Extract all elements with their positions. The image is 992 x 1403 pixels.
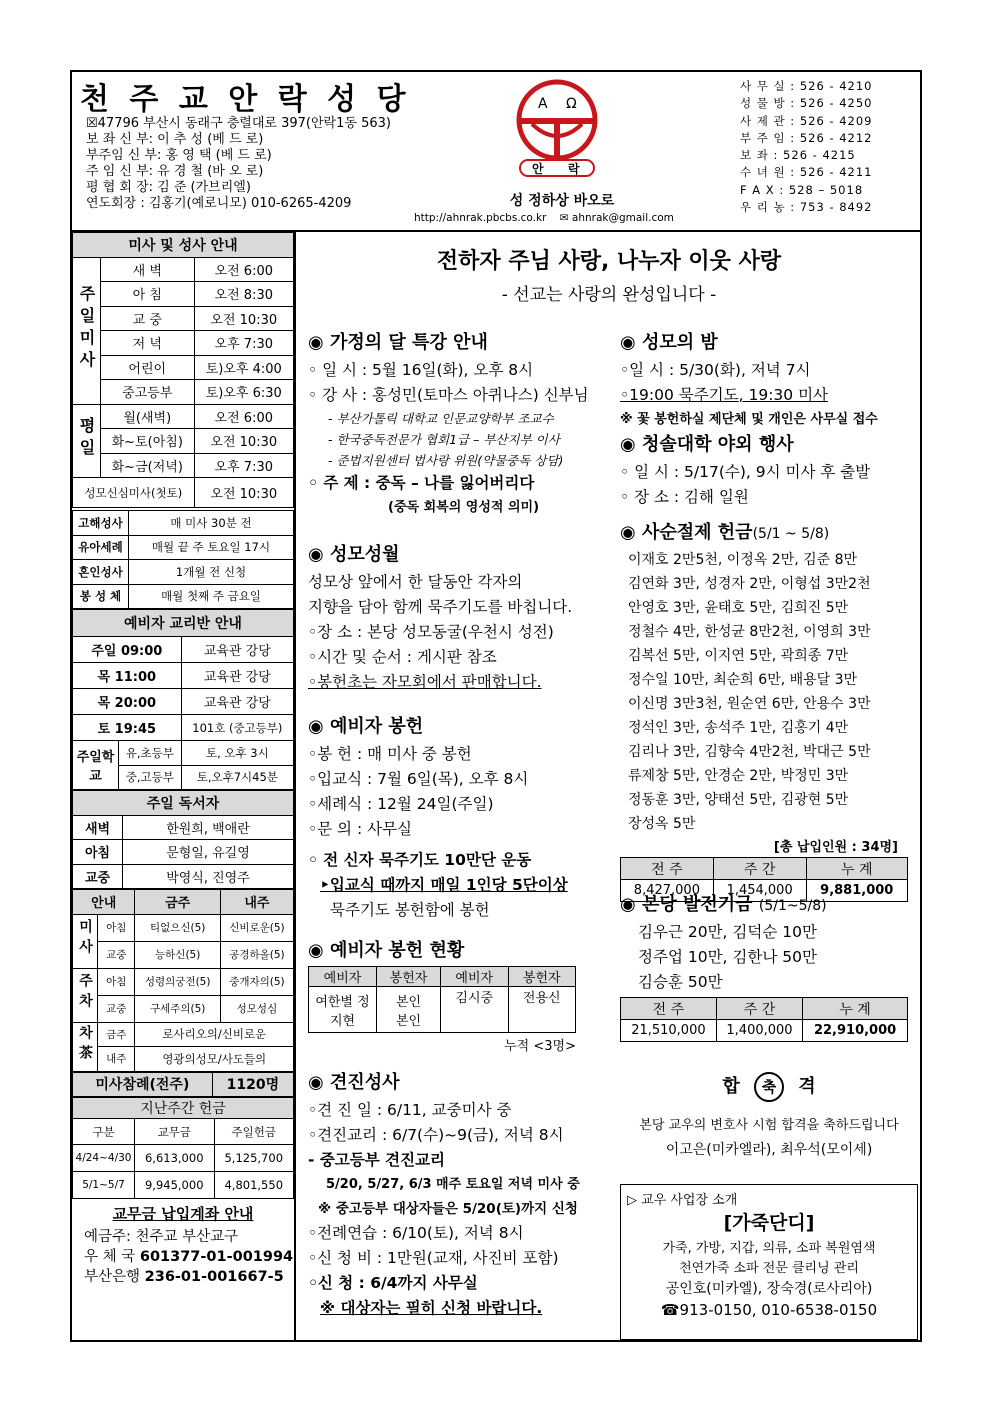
confirm-line: ◦신 청 : 6/4까지 사무실: [308, 1274, 478, 1292]
ad-name: [가죽단디]: [723, 1212, 815, 1234]
mass-time: 오전 10:30: [194, 429, 293, 454]
class-time: 목 20:00: [73, 689, 182, 715]
class-place: 교육관 강당: [181, 637, 293, 663]
congrats-char: 합: [722, 1076, 740, 1097]
status-head: 봉헌자: [377, 967, 441, 987]
mass-time: 오전 6:00: [194, 404, 293, 429]
catechumen-class-table: [72, 609, 294, 790]
left-column: [72, 232, 296, 1340]
lecturer-note: - 한국중독전문가 협회1급 – 부산지부 이사: [328, 432, 560, 447]
class-place: 교육관 강당: [181, 663, 293, 689]
confirm-line: ◦견 진 일 : 6/11, 교중미사 중: [308, 1101, 512, 1119]
address-block: [86, 116, 391, 212]
guide-next: 성모성심: [220, 995, 293, 1022]
lent-title: [620, 518, 908, 544]
offering-tithe: 6,613,000: [135, 1145, 215, 1172]
may-line: ◦시간 및 순서 : 게시판 참조: [308, 648, 497, 666]
sacrament-name: 유아세례: [73, 535, 129, 560]
account-label: 우 체 국: [84, 1249, 136, 1265]
status-cell: 김시중: [441, 987, 509, 1033]
school-group: 유,초등부: [119, 741, 182, 766]
guide-next: 중개자의(5): [220, 968, 293, 995]
campaign-line: ◦ 전 신자 묵주기도 10만단 운동: [308, 851, 532, 869]
donor-line: 김복선 5만, 이지연 5만, 곽희종 7만: [628, 648, 849, 664]
guide-tea: 영광의성모/사도들의: [135, 1047, 294, 1072]
status-count: 누적 <3명>: [504, 1039, 576, 1054]
lent-title-text: ◉ 사순절제 헌금: [620, 522, 753, 543]
school-time: 토, 오후 3시: [181, 741, 293, 766]
guide-tea: 로사리오의/신비로운: [135, 1022, 294, 1047]
reader-title: 주일 독서자: [73, 791, 294, 816]
sacrament-info: 1개월 전 신청: [129, 560, 294, 585]
account-value: 236-01-001667-5: [144, 1269, 284, 1285]
offering-period: 5/1~5/7: [73, 1172, 135, 1199]
building-total-table: [620, 997, 908, 1042]
total-value: 1,400,000: [716, 1020, 802, 1042]
phone-list: [740, 78, 873, 216]
guide-this: 능하신(5): [135, 941, 220, 968]
may-line: 성모상 앞에서 한 달동안 각자의: [308, 573, 523, 591]
total-head: 주 간: [716, 998, 802, 1020]
guide-next: 공경하올(5): [220, 941, 293, 968]
phone-line: 부 주 임 : 526 - 4212: [740, 130, 873, 145]
status-cell: 본인 본인: [377, 987, 441, 1033]
email-link[interactable]: ahnrak@gmail.com: [571, 212, 674, 224]
lent-total-people: [총 납입인원 : 34명]: [773, 840, 898, 855]
phone-line: 사 무 실 : 526 - 4210: [740, 79, 873, 93]
main-subtitle: - 선교는 사랑의 완성입니다 -: [501, 285, 717, 305]
ad-line: 공인호(미카엘), 장숙경(로사리아): [665, 1281, 873, 1297]
family-topic: ◦ 주 제 : 중독 – 나를 잃어버리다: [308, 474, 535, 492]
school-time: 토,오후7시45분: [181, 765, 293, 790]
congrats-char: 격: [798, 1076, 816, 1097]
offering-period: 4/24~4/30: [73, 1145, 135, 1172]
account-label: 부산은행: [84, 1269, 141, 1285]
address: ☒47796 부산시 동래구 충렬대로 397(안락1동 563): [86, 116, 391, 131]
weekday-label: 평일: [77, 416, 96, 461]
sacrament-name: 혼인성사: [73, 560, 129, 585]
mass-name: 화~토(아침): [101, 429, 195, 454]
mass-time: 오후 7:30: [194, 331, 293, 356]
bulletin-page: [70, 70, 922, 1342]
mass-time: 토)오후 4:00: [194, 355, 293, 380]
donor-line: 김우근 20만, 김덕순 10만: [638, 923, 817, 941]
class-time: 토 19:45: [73, 715, 182, 741]
building-fund-section: [620, 890, 908, 1042]
church-name: 천 주 교 안 락 성 당: [80, 82, 411, 117]
donor-line: 김승훈 50만: [638, 973, 723, 991]
donor-line: 정주업 10만, 김한나 50만: [638, 948, 817, 966]
guide-week: 내주: [98, 1047, 135, 1072]
congrats-badge-icon: 축: [754, 1072, 784, 1102]
mass-time: 오전 10:30: [194, 306, 293, 331]
total-value: 8,427,000: [621, 880, 714, 902]
staff-line: 주 임 신 부: 유 경 철 (바 오 로): [86, 164, 264, 179]
school-group: 중,고등부: [119, 765, 182, 790]
mass-time: 오전 10:30: [194, 478, 293, 508]
guide-mass-label: 미사: [77, 919, 93, 959]
total-value: 21,510,000: [621, 1020, 717, 1042]
mass-name: 아 침: [101, 282, 195, 307]
campaign-line: ‣입교식 때까지 매일 1인당 5단이상: [320, 876, 568, 894]
cate-offer-line: ◦봉 헌 : 매 미사 중 봉헌: [308, 745, 472, 763]
donor-line: 장성옥 5만: [628, 816, 696, 832]
account-list: [72, 1227, 294, 1287]
guide-mass: 교중: [98, 941, 135, 968]
first-sat-mass: 성모신심미사(첫토): [73, 478, 195, 508]
status-head: 봉헌자: [508, 967, 576, 987]
family-topic-sub: (중독 회복의 영성적 의미): [388, 500, 540, 515]
family-title: ◉ 가정의 달 특강 안내: [308, 332, 488, 353]
status-cell: 여한별 정지현: [309, 987, 377, 1033]
offering-sunday: 4,801,550: [214, 1172, 294, 1199]
mass-name: 어린이: [101, 355, 195, 380]
donor-line: 김연화 3만, 성경자 2만, 이형섭 3만2천: [628, 576, 871, 592]
building-donor-list: [620, 920, 908, 995]
mass-name: 월(새벽): [101, 404, 195, 429]
mail-icon: ✉: [559, 212, 569, 224]
reader-mass: 아침: [73, 840, 123, 865]
mass-name: 교 중: [101, 306, 195, 331]
total-value: 1,454,000: [713, 880, 806, 902]
donor-line: 안영호 3만, 윤태호 5만, 김희진 5만: [628, 600, 849, 616]
reader-names: 박영식, 진영주: [123, 864, 294, 889]
phone-line: 사 제 관 : 526 - 4209: [740, 113, 873, 128]
website-link[interactable]: http://ahnrak.pbcbs.co.kr: [414, 212, 547, 224]
offering-head: 교무금: [135, 1119, 215, 1145]
donor-line: 이재호 2만5천, 이정옥 2만, 김준 8만: [628, 552, 858, 568]
guide-this: 성령의궁전(5): [135, 968, 220, 995]
catechumen-status-section: [308, 936, 576, 1054]
mass-name: 저 녁: [101, 331, 195, 356]
catechumen-status-table: [308, 966, 576, 1033]
parish-logo: [502, 78, 612, 182]
confirmation-section: [308, 1068, 580, 1321]
congrats-names: 이고은(미카엘라), 최우석(모이세): [665, 1142, 873, 1158]
family-line: ◦ 강 사 : 홍성민(토마스 아퀴나스) 신부님: [308, 386, 589, 404]
status-head: 예비자: [309, 967, 377, 987]
mass-schedule-table: [72, 232, 294, 508]
logo-word: 안: [532, 162, 544, 176]
total-head: 누 계: [803, 998, 908, 1020]
lent-period: (5/1 ~ 5/8): [752, 526, 830, 542]
sacrament-name: 봉 성 체: [73, 584, 129, 609]
mary-night-section: [620, 328, 878, 427]
status-head: 예비자: [441, 967, 509, 987]
night-note: ※ 꽃 봉헌하실 제단체 및 개인은 사무실 접수: [620, 412, 878, 427]
catechumen-title: 예비자 교리반 안내: [73, 610, 294, 637]
sacrament-name: 고해성사: [73, 511, 129, 536]
ad-line: 가죽, 가방, 지갑, 의류, 소파 복원염색: [662, 1241, 876, 1256]
mass-name: 화~금(저녁): [101, 453, 195, 478]
may-line: ◦장 소 : 본당 성모동굴(우천시 성전): [308, 623, 554, 641]
guide-head: 안내: [73, 890, 135, 915]
sacrament-table: [72, 510, 294, 609]
lecturer-note: - 준법지원센터 법사랑 위원(약물중독 상담): [328, 453, 564, 468]
guide-this: 티없으신(5): [135, 914, 220, 941]
logo-word: 락: [568, 162, 580, 176]
guide-tea-label: 차茶: [77, 1024, 93, 1065]
phone-line: F A X : 528 – 5018: [740, 182, 864, 197]
sunday-school-label: 주일학교: [73, 741, 119, 790]
mass-title: 미사 및 성사 안내: [73, 233, 294, 258]
class-place: 101호 (중고등부): [181, 715, 293, 741]
business-ad: [620, 1184, 918, 1340]
building-period: (5/1~5/8): [758, 898, 827, 914]
youth-event-line: ◦ 일 시 : 5/17(수), 9시 미사 후 출발: [620, 463, 871, 481]
total-head: 전 주: [621, 858, 714, 880]
lent-offering-section: [620, 518, 908, 902]
donor-line: 정철수 4만, 한성균 8만2천, 이영희 3만: [628, 624, 871, 640]
reader-names: 한원희, 백애란: [123, 815, 294, 840]
lent-donor-list: [620, 548, 908, 836]
youth-event-section: [620, 430, 870, 510]
attendance-label: 미사참례(전주): [73, 1072, 213, 1097]
mass-time: 토)오후 6:30: [194, 380, 293, 405]
mass-name: 새 벽: [101, 257, 195, 282]
confirm-line: ◦신 청 비 : 1만원(교재, 사진비 포함): [308, 1249, 559, 1267]
main-title: 전하자 주님 사랑, 나누자 이웃 사랑: [436, 249, 782, 274]
phone-line: 성 물 방 : 526 - 4250: [740, 96, 873, 111]
guide-week: 금주: [98, 1022, 135, 1047]
sacrament-info: 매월 끝 주 토요일 17시: [129, 535, 294, 560]
reader-mass: 교중: [73, 864, 123, 889]
staff-line: 평 협 회 장: 김 준 (가브리엘): [86, 180, 251, 195]
youth-event-line: ◦ 장 소 : 김해 일원: [620, 488, 749, 506]
youth-line: 5/20, 5/27, 6/3 매주 토요일 저녁 미사 중: [326, 1177, 580, 1192]
ad-label: ▷ 교우 사업장 소개: [627, 1193, 738, 1208]
family-line: ◦ 일 시 : 5월 16일(화), 오후 8시: [308, 361, 534, 379]
sacrament-info: 매 미사 30분 전: [129, 511, 294, 536]
class-time: 목 11:00: [73, 663, 182, 689]
patron-saint: 성 정하상 바오로: [509, 193, 615, 209]
guide-park-label: 주차: [77, 973, 93, 1013]
confirm-warning: ※ 대상자는 필히 신청 바랍니다.: [320, 1299, 543, 1317]
confirm-line: ◦견진교리 : 6/7(수)~9(금), 저녁 8시: [308, 1126, 564, 1144]
status-cell: 전용신: [508, 987, 576, 1033]
confirm-line: ◦전례연습 : 6/10(토), 저녁 8시: [308, 1224, 524, 1242]
family-lecture-section: [308, 328, 589, 515]
cate-offer-title: ◉ 예비자 봉헌: [308, 716, 424, 737]
guide-this: 구세주의(5): [135, 995, 220, 1022]
account-value: 601377-01-001994: [139, 1249, 294, 1265]
bulletin-header: [72, 72, 920, 232]
confirm-title: ◉ 견진성사: [308, 1072, 400, 1093]
night-title: ◉ 성모의 밤: [620, 332, 718, 353]
catechumen-offering-section: [308, 712, 568, 923]
donor-line: 류제창 5만, 안경순 2만, 박정민 3만: [628, 768, 849, 784]
building-title-text: ◉ 본당 발전기금: [620, 894, 753, 915]
guide-next: 신비로운(5): [220, 914, 293, 941]
total-value: 22,910,000: [803, 1020, 908, 1042]
sacrament-info: 매월 첫째 주 금요일: [129, 584, 294, 609]
account-label: 예금주:: [84, 1229, 131, 1245]
account-value: 천주교 부산교구: [135, 1229, 239, 1245]
campaign-line: 묵주기도 봉헌함에 봉헌: [330, 901, 490, 919]
attendance-value: 1120명: [212, 1072, 293, 1097]
mass-time: 오후 7:30: [194, 453, 293, 478]
donor-line: 정수일 10만, 최순희 6만, 배용달 3만: [628, 672, 858, 688]
may-section: [308, 540, 572, 695]
omega-mark: Ω: [566, 96, 577, 112]
cate-offer-line: ◦세례식 : 12월 24일(주일): [308, 795, 494, 813]
guide-table: [72, 889, 294, 1072]
offering-table: [72, 1097, 294, 1199]
reader-names: 문형일, 유길영: [123, 840, 294, 865]
cate-offer-line: ◦입교식 : 7월 6일(목), 오후 8시: [308, 770, 529, 788]
youth-line: - 중고등부 견진교리: [308, 1151, 446, 1169]
ad-line: 천연가죽 소파 전문 클리닝 관리: [679, 1261, 859, 1276]
youth-line: ※ 중고등부 대상자들은 5/20(토)까지 신청: [318, 1201, 578, 1217]
sunday-label: 주일미사: [77, 284, 96, 373]
guide-mass: 아침: [98, 914, 135, 941]
may-line: ◦봉헌초는 자모회에서 판매합니다.: [308, 673, 542, 691]
total-value: 9,881,000: [806, 880, 907, 902]
phone-line: 보 좌 : 526 - 4215: [740, 148, 856, 163]
total-head: 누 계: [806, 858, 907, 880]
class-time: 주일 09:00: [73, 637, 182, 663]
donor-line: 김리나 3만, 김향숙 4만2천, 박대근 5만: [628, 744, 871, 760]
donor-line: 이신명 3만3천, 원순연 6만, 안용수 3만: [628, 696, 871, 712]
mass-time: 오전 6:00: [194, 257, 293, 282]
offering-title: 지난주간 헌금: [73, 1098, 294, 1119]
total-head: 전 주: [621, 998, 717, 1020]
guide-head: 금주: [135, 890, 220, 915]
may-line: 지향을 담아 함께 묵주기도를 바칩니다.: [308, 598, 573, 616]
web-contact: [414, 212, 674, 224]
account-title: 교무금 납입계좌 안내: [112, 1205, 254, 1223]
guide-head: 내주: [220, 890, 293, 915]
offering-tithe: 9,945,000: [135, 1172, 215, 1199]
staff-line: 연도회장 : 김홍기(예로니모) 010-6265-4209: [86, 196, 352, 211]
class-place: 교육관 강당: [181, 689, 293, 715]
building-title: [620, 890, 908, 916]
alpha-mark: A: [538, 96, 548, 112]
donor-line: 정석인 3만, 송석주 1만, 김홍기 4만: [628, 720, 849, 736]
congrats-line: 본당 교우의 변호사 시험 합격을 축하드립니다: [639, 1118, 899, 1133]
staff-line: 부주임 신 부: 홍 영 택 (베 드 로): [86, 148, 272, 163]
reader-table: [72, 790, 294, 889]
ad-phone: ☎913-0150, 010-6538-0150: [660, 1301, 878, 1319]
reader-mass: 새벽: [73, 815, 123, 840]
guide-mass: 아침: [98, 968, 135, 995]
congrats-section: [620, 1072, 918, 1159]
offering-head: 주일헌금: [214, 1119, 294, 1145]
cate-offer-line: ◦문 의 : 사무실: [308, 820, 413, 838]
phone-line: 우 리 농 : 753 - 8492: [740, 200, 873, 215]
phone-line: 수 녀 원 : 526 - 4211: [740, 165, 873, 180]
mass-time: 오전 8:30: [194, 282, 293, 307]
staff-line: 보 좌 신 부: 이 추 성 (베 드 로): [86, 132, 264, 147]
night-line: ◦일 시 : 5/30(화), 저녁 7시: [620, 361, 811, 379]
offering-sunday: 5,125,700: [214, 1145, 294, 1172]
attendance-table: [72, 1072, 294, 1098]
total-head: 주 간: [713, 858, 806, 880]
may-title: ◉ 성모성월: [308, 544, 400, 565]
youth-event-title: ◉ 청솔대학 야외 행사: [620, 434, 794, 455]
lecturer-note: - 부산가톨릭 대학교 인문교양학부 조교수: [328, 411, 554, 426]
offering-head: 구분: [73, 1119, 135, 1145]
cate-status-title: ◉ 예비자 봉헌 현황: [308, 940, 465, 961]
guide-mass: 교중: [98, 995, 135, 1022]
mass-name: 중고등부: [101, 380, 195, 405]
night-line: ◦19:00 묵주기도, 19:30 미사: [620, 386, 829, 404]
donor-line: 정동훈 3만, 양태선 5만, 김광현 5만: [628, 792, 849, 808]
congrats-title: [620, 1072, 918, 1102]
